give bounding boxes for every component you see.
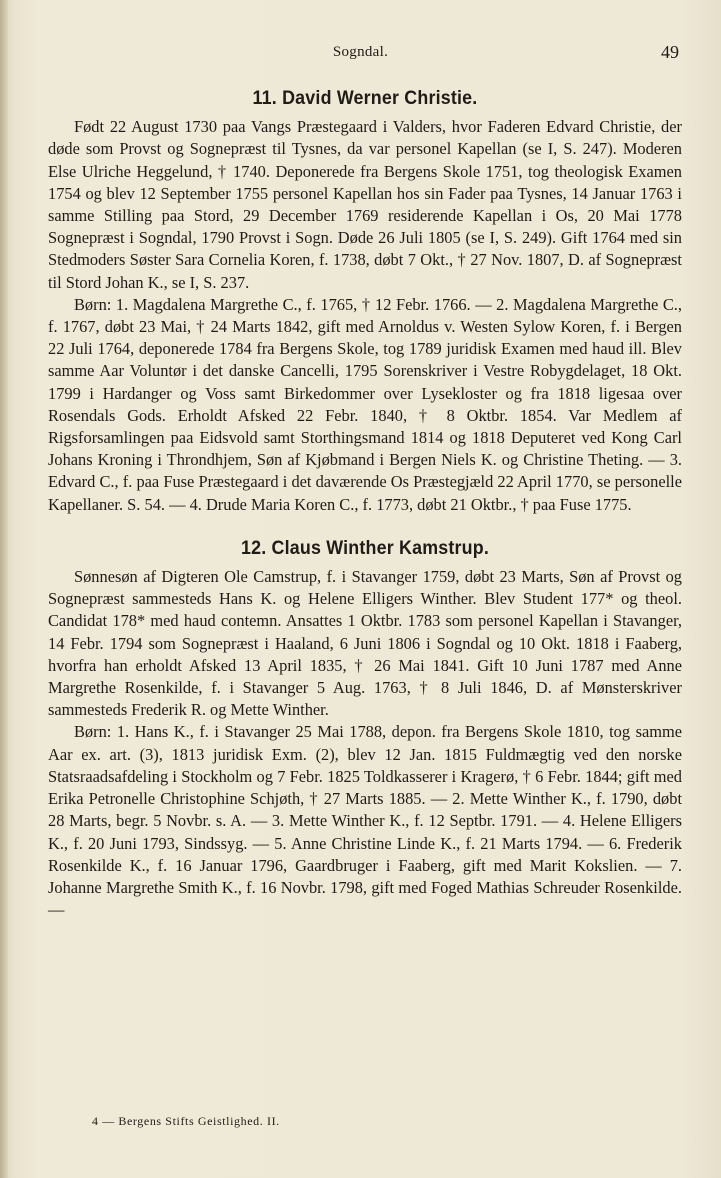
- paragraph: Børn: 1. Magdalena Margrethe C., f. 1765, † 12 Febr. 1766. — 2. Magdalena Margrethe C., f. 1767, døbt 23 Mai, † 24 Marts 1842, gift med Arnoldus v. Westen Sylow Koren, f. i Bergen 22 Juli 1764, deponerede 1784 fra Bergens Skole, tog 1789 juridisk Examen med haud ill. Blev samme Aar Voluntør i det danske Cancelli, 1795 Sorenskriver i Vestre Robygdelaget, 18 Okt. 1799 i Hardanger og Voss samt Birkedommer over Lysekloster og fra 1818 ligesaa over Rosendals Gods. Erholdt Afsked 22 Febr. 1840, † 8 Oktbr. 1854. Var Medlem af Rigsforsamlingen paa Eidsvold samt Storthingsmand 1814 og 1818 Deputeret ved Kong Carl Johans Kroning i Throndhjem, Søn af Kjøbmand i Bergen Niels K. og Christine Theting. — 3. Edvard C., f. paa Fuse Præstegaard i det daværende Os Præstegjæld 22 April 1770, se personelle Kapellaner. S. 54. — 4. Drude Maria Koren C., f. 1773, døbt 21 Oktbr., † paa Fuse 1775.: [48, 294, 682, 514]
- book-spine-shadow: [0, 0, 8, 1178]
- signature-mark: 4 — Bergens Stifts Geistlighed. II.: [92, 1114, 280, 1128]
- running-head: [0, 44, 721, 70]
- section-heading: 12. Claus Winther Kamstrup.: [240, 537, 490, 559]
- running-title: Sogndal.: [332, 44, 389, 60]
- paragraph: Sønnesøn af Digteren Ole Camstrup, f. i Stavanger 1759, døbt 23 Marts, Søn af Provst og Sognepræst sammesteds Hans K. og Helene Elligers Winther. Blev Student 177* og theol. Candidat 178* med haud contemn. Ansattes 1 Oktbr. 1783 som personel Kapellan i Stavanger, 14 Febr. 1794 som Sognepræst i Haaland, 6 Juni 1806 i Sogndal og 10 Okt. 1818 i Faaberg, hvorfra han erholdt Afsked 13 April 1835, † 26 Mai 1841. Gift 10 Juni 1787 med Anne Margrethe Rosenkilde, f. i Stavanger 5 Aug. 1763, † 8 Juli 1846, D. af Mønsterskriver sammesteds Frederik R. og Mette Winther.: [48, 567, 682, 720]
- paragraph: Børn: 1. Hans K., f. i Stavanger 25 Mai 1788, depon. fra Bergens Skole 1810, tog samme Aar ex. art. (3), 1813 juridisk Exm. (2), blev 12 Jan. 1815 Fuldmægtig ved den norske Statsraadsafdeling i Stockholm og 7 Febr. 1825 Toldkasserer i Kragerø, † 6 Febr. 1844; gift med Erika Petronelle Christophine Schjøth, † 27 Marts 1885. — 2. Mette Winther K., f. 1790, døbt 28 Marts, begr. 5 Novbr. s. A. — 3. Mette Winther K., f. 12 Septbr. 1791. — 4. Helene Elligers K., f. 20 Juni 1793, Sindssyg. — 5. Anne Christine Linde K., f. 21 Marts 1794. — 6. Frederik Rosenkilde K., f. 16 Januar 1796, Gaardbruger i Faaberg, gift med Marit Kokslien. — 7. Johanne Margrethe Smith K., f. 16 Novbr. 1798, gift med Foged Mathias Schreuder Rosenkilde. —: [48, 722, 682, 920]
- paragraph: Født 22 August 1730 paa Vangs Præstegaard i Valders, hvor Faderen Edvard Christie, der døde som Provst og Sognepræst til Tysnes, da var personel Kapellan (se I, S. 247). Moderen Else Ulriche Heggelund, † 1740. Deponerede fra Bergens Skole 1751, tog theologisk Examen 1754 og blev 12 September 1755 personel Kapellan hos sin Fader paa Tysnes, 14 Januar 1763 i samme Stilling paa Stord, 29 December 1769 residerende Kapellan i Os, 20 Mai 1778 Sognepræst i Sogndal, 1790 Provst i Sogn. Døde 26 Juli 1805 (se I, S. 249). Gift 1764 med sin Stedmoders Søster Sara Cornelia Koren, f. 1738, døbt 7 Okt., † 27 Nov. 1807, D. af Sognepræst til Stord Johan K., se I, S. 237.: [48, 117, 682, 292]
- section-heading: 11. David Werner Christie.: [252, 88, 478, 109]
- page-number: 49: [661, 42, 679, 62]
- page-body: [48, 84, 682, 921]
